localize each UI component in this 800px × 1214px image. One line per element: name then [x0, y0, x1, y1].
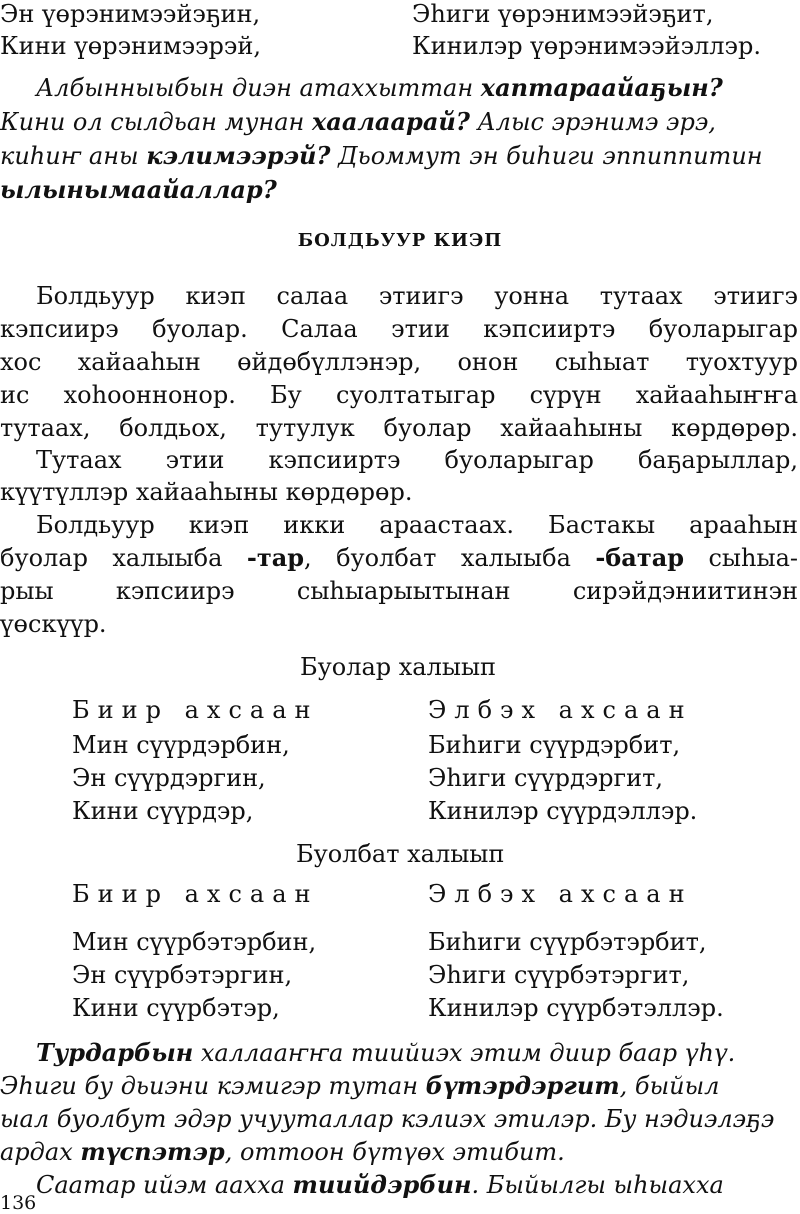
para3-line-3: [0, 579, 798, 603]
para3-segment: , буолбат халыыба: [304, 544, 596, 572]
para3-line-1: [36, 513, 798, 537]
paradigm1-right-row-1: Биһиги сүүрдэрбит,: [428, 731, 681, 759]
example-keyword: кэлимээрэй?: [146, 141, 331, 170]
para2-line-2: күүтүллэр хайааһыны көрдөрөр.: [0, 478, 413, 506]
suffix-batar: -батар: [595, 543, 685, 572]
example2-line-2: [0, 1071, 720, 1100]
example2-keyword: түспэтэр: [80, 1137, 225, 1166]
example-text: Дьоммут эн биһиги эппиппитин: [330, 142, 763, 170]
paradigm2-title: Буолбат халыып: [296, 840, 505, 868]
para1-line-2: [0, 317, 798, 341]
para3-segment: сыһыа-: [684, 544, 798, 572]
para3-text: Болдьуур киэп икки араастаах. Бастакы арааһын: [36, 511, 798, 539]
suffix-tar: -тар: [246, 543, 305, 572]
para1-line-1: [36, 284, 798, 308]
example-text: киһиҥ аны: [0, 142, 147, 170]
para3-segment: буолар халыыба: [0, 544, 247, 572]
top-paradigm-left-1: Эн үөрэнимээйэҕин,: [0, 0, 261, 28]
para3-line-2: [0, 543, 798, 572]
example2-keyword: Турдарбын: [36, 1038, 194, 1067]
para1-text: кэпсиирэ буолар. Салаа этии кэпсииртэ буоларыгар: [0, 315, 798, 343]
example2-keyword: тиийдэрбин: [292, 1170, 472, 1199]
para2-line-1: [36, 448, 798, 472]
para3-text: рыы кэпсиирэ сыһыарыытынан сирэйдэниитинэн: [0, 577, 798, 605]
para3-line-4: үөскүүр.: [0, 610, 107, 638]
example-keyword: хаптараайаҕын?: [480, 73, 723, 102]
example-line-2: [0, 107, 716, 136]
example2-keyword: бүтэрдэргит: [425, 1071, 620, 1100]
example-line-3: [0, 141, 763, 170]
example2-text: , оттоон бүтүөх этибит.: [224, 1138, 565, 1166]
example2-line-3: ыал буолбут эдэр учууталлар кэлиэх этилэр. Бу нэдиэлэҕэ: [0, 1105, 775, 1133]
para1-text: Болдьуур киэп салаа этиигэ уонна тутаах этиигэ: [36, 282, 798, 310]
para1-text: ис хоһооннонор. Бу суолтатыгар сүрүн хайааһыҥҥа: [0, 381, 798, 409]
example2-text: , быйыл: [619, 1072, 720, 1100]
paradigm1-right-header: Элбэх ахсаан: [428, 696, 693, 724]
paradigm2-right-row-2: Эһиги сүүрбэтэргит,: [428, 961, 690, 989]
paradigm1-right-row-2: Эһиги сүүрдэргит,: [428, 764, 663, 792]
paradigm1-left-row-3: Кини сүүрдэр,: [72, 797, 254, 825]
paradigm1-left-row-1: Мин сүүрдэрбин,: [72, 731, 290, 759]
example-line-1: [36, 73, 723, 102]
example2-text: Эһиги бу дьиэни кэмигэр тутан: [0, 1072, 426, 1100]
paradigm2-left-row-1: Мин сүүрбэтэрбин,: [72, 928, 317, 956]
paradigm1-right-row-3: Кинилэр сүүрдэллэр.: [428, 797, 698, 825]
example2-line-1: [36, 1038, 736, 1067]
example2-line-5: [36, 1170, 724, 1199]
paradigm2-right-row-1: Биһиги сүүрбэтэрбит,: [428, 928, 707, 956]
para1-text: тутаах, болдьох, тутулук буолар хайааһыны көрдөрөр.: [0, 414, 798, 442]
example2-line-4: [0, 1137, 565, 1166]
page-number: 136: [0, 1192, 37, 1214]
top-paradigm-right-1: Эһиги үөрэнимээйэҕит,: [412, 0, 714, 28]
paradigm2-left-header: Биир ахсаан: [72, 880, 319, 908]
example2-text: Саатар ийэм аахха: [36, 1171, 293, 1199]
para1-line-3: [0, 350, 798, 374]
example2-text: халлааҥҥа тиийиэх этим диир баар үһү.: [193, 1039, 736, 1067]
top-paradigm-left-2: Кини үөрэнимээрэй,: [0, 32, 261, 60]
paradigm2-left-row-2: Эн сүүрбэтэргин,: [72, 961, 293, 989]
para1-line-5: [0, 416, 798, 440]
example2-text: ардах: [0, 1138, 81, 1166]
example-text: Кини ол сылдьан мунан: [0, 108, 312, 136]
example-keyword: хаалаарай?: [311, 107, 470, 136]
example2-text: . Быйылгы ыһыахха: [471, 1171, 724, 1199]
para1-text: хос хайааһын өйдөбүллэнэр, онон сыһыат туохтуур: [0, 348, 798, 376]
paradigm2-left-row-3: Кини сүүрбэтэр,: [72, 994, 280, 1022]
section-heading: БОЛДЬУУР КИЭП: [297, 230, 503, 251]
para2-text: Тутаах этии кэпсииртэ буоларыгар баҕарыллар,: [36, 446, 798, 474]
example-text: Алыс эрэнимэ эрэ,: [469, 108, 716, 136]
paradigm1-left-header: Биир ахсаан: [72, 696, 319, 724]
para3-text: [0, 543, 798, 572]
paradigm2-right-row-3: Кинилэр сүүрбэтэллэр.: [428, 994, 724, 1022]
paradigm2-right-header: Элбэх ахсаан: [428, 880, 693, 908]
paradigm1-left-row-2: Эн сүүрдэргин,: [72, 764, 266, 792]
paradigm1-title: Буолар халыып: [300, 653, 497, 681]
top-paradigm-right-2: Кинилэр үөрэнимээйэллэр.: [412, 32, 761, 60]
example-line-4: ылынымаайаллар?: [0, 175, 277, 204]
para1-line-4: [0, 383, 798, 407]
example-text: Албынныыбын диэн атаххыттан: [36, 74, 481, 102]
